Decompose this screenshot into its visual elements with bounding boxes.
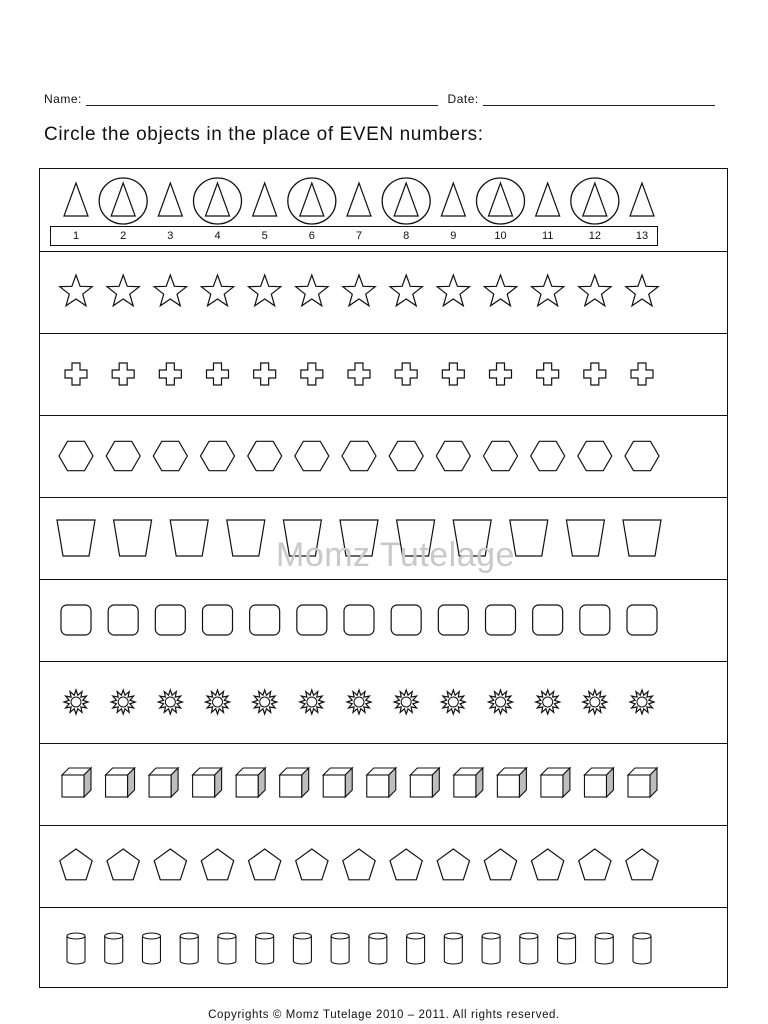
trapezoid-icon[interactable]: [114, 520, 152, 556]
rounded-square-icon[interactable]: [438, 605, 468, 635]
sun-icon[interactable]: [489, 690, 513, 714]
star-icon[interactable]: [154, 275, 186, 306]
star-icon[interactable]: [343, 275, 375, 306]
star-icon[interactable]: [437, 275, 469, 306]
cross-icon[interactable]: [631, 363, 653, 385]
position-number: 10: [494, 230, 507, 242]
triangle-icon[interactable]: [111, 183, 135, 216]
sun-icon[interactable]: [158, 690, 182, 714]
position-number: 5: [261, 230, 268, 242]
rounded-square-icon[interactable]: [486, 605, 516, 635]
sun-icon[interactable]: [111, 690, 135, 714]
hexagon-icon[interactable]: [625, 441, 659, 470]
triangle-icon[interactable]: [441, 183, 465, 216]
hexagon-icon[interactable]: [436, 441, 470, 470]
cylinder-icon[interactable]: [331, 933, 349, 964]
hexagon-icon[interactable]: [531, 441, 565, 470]
cylinder-icon[interactable]: [595, 933, 613, 964]
shape-row-9: [40, 825, 727, 908]
cylinder-icon[interactable]: [407, 933, 425, 964]
cube-icon[interactable]: [628, 768, 657, 797]
answer-circle-icon: [288, 178, 336, 224]
cylinder-icon[interactable]: [369, 933, 387, 964]
position-number: 7: [355, 230, 363, 242]
cylinder-icon[interactable]: [482, 933, 500, 964]
pentagon-icon[interactable]: [201, 849, 233, 880]
cylinder-icon[interactable]: [256, 933, 274, 964]
star-icon[interactable]: [484, 275, 516, 306]
position-number: 13: [635, 230, 649, 242]
pentagon-icon[interactable]: [60, 849, 92, 880]
shape-row-1: [40, 169, 727, 252]
triangle-icon[interactable]: [253, 183, 277, 216]
name-label: Name:: [44, 92, 82, 106]
hexagon-icon[interactable]: [342, 441, 376, 470]
cube-icon[interactable]: [280, 768, 309, 797]
pentagon-icon[interactable]: [532, 849, 564, 880]
hexagon-icon[interactable]: [59, 441, 93, 470]
sun-icon[interactable]: [394, 690, 418, 714]
cylinder-icon[interactable]: [293, 933, 311, 964]
cube-icon[interactable]: [497, 768, 526, 797]
pentagon-icon[interactable]: [107, 849, 139, 880]
shape-row-3: [40, 333, 727, 416]
star-icon[interactable]: [626, 275, 658, 306]
shape-row-7: [40, 661, 727, 744]
pentagon-icon[interactable]: [296, 849, 328, 880]
position-number: 6: [308, 230, 315, 242]
cylinder-icon[interactable]: [444, 933, 462, 964]
position-number: 3: [167, 230, 174, 242]
triangle-icon[interactable]: [489, 183, 513, 216]
cube-icon[interactable]: [454, 768, 483, 797]
hexagon-icon[interactable]: [106, 441, 140, 470]
hexagon-icon[interactable]: [578, 441, 612, 470]
triangle-icon[interactable]: [583, 183, 607, 216]
cylinder-icon[interactable]: [67, 933, 85, 964]
cross-icon[interactable]: [254, 363, 276, 385]
sun-icon[interactable]: [536, 690, 560, 714]
worksheet-grid: [39, 168, 728, 988]
pentagon-icon[interactable]: [437, 849, 469, 880]
sun-icon[interactable]: [206, 690, 230, 714]
trapezoid-icon[interactable]: [170, 520, 208, 556]
footer-copyright: Copyrights © Momz Tutelage 2010 – 2011. All rights reserved.: [208, 1009, 560, 1021]
instruction-text: Circle the objects in the place of EVEN numbers:: [44, 124, 484, 145]
star-icon[interactable]: [107, 275, 139, 306]
cube-icon[interactable]: [193, 768, 222, 797]
hexagon-icon[interactable]: [295, 441, 329, 470]
answer-circle-icon: [477, 178, 525, 224]
sun-icon[interactable]: [64, 690, 88, 714]
shape-row-6: [40, 579, 727, 662]
pentagon-icon[interactable]: [343, 849, 375, 880]
cylinder-icon[interactable]: [218, 933, 236, 964]
pentagon-icon[interactable]: [154, 849, 186, 880]
rounded-square-icon[interactable]: [250, 605, 280, 635]
sun-icon[interactable]: [253, 690, 277, 714]
cylinder-icon[interactable]: [180, 933, 198, 964]
cross-icon[interactable]: [584, 363, 606, 385]
shape-row-4: [40, 415, 727, 498]
position-number: 4: [214, 230, 221, 242]
rounded-square-icon[interactable]: [580, 605, 610, 635]
rounded-square-icon[interactable]: [108, 605, 138, 635]
triangle-icon[interactable]: [536, 183, 560, 216]
trapezoid-icon[interactable]: [510, 520, 548, 556]
triangle-icon[interactable]: [300, 183, 324, 216]
trapezoid-icon[interactable]: [57, 520, 95, 556]
cube-icon[interactable]: [541, 768, 570, 797]
sun-icon[interactable]: [347, 690, 371, 714]
cube-icon[interactable]: [149, 768, 178, 797]
triangle-icon[interactable]: [64, 183, 88, 216]
star-icon[interactable]: [296, 275, 328, 306]
date-label: Date:: [447, 92, 479, 106]
cross-icon[interactable]: [65, 363, 87, 385]
trapezoid-icon[interactable]: [566, 520, 604, 556]
triangle-icon[interactable]: [630, 183, 654, 216]
rounded-square-icon[interactable]: [344, 605, 374, 635]
hexagon-icon[interactable]: [153, 441, 187, 470]
cross-icon[interactable]: [395, 363, 417, 385]
cross-icon[interactable]: [490, 363, 512, 385]
sun-icon[interactable]: [441, 690, 465, 714]
trapezoid-icon[interactable]: [623, 520, 661, 556]
triangle-icon[interactable]: [206, 183, 230, 216]
cylinder-icon[interactable]: [558, 933, 576, 964]
hexagon-icon[interactable]: [484, 441, 518, 470]
star-icon[interactable]: [249, 275, 281, 306]
rounded-square-icon[interactable]: [391, 605, 421, 635]
position-number: 2: [120, 230, 127, 242]
position-number: 8: [403, 230, 410, 242]
rounded-square-icon[interactable]: [297, 605, 327, 635]
sun-icon[interactable]: [300, 690, 324, 714]
pentagon-icon[interactable]: [579, 849, 611, 880]
cross-icon[interactable]: [207, 363, 229, 385]
cube-icon[interactable]: [410, 768, 439, 797]
rounded-square-icon[interactable]: [627, 605, 657, 635]
triangle-icon[interactable]: [347, 183, 371, 216]
answer-circle-icon: [571, 178, 619, 224]
hexagon-icon[interactable]: [201, 441, 235, 470]
shape-row-8: [40, 743, 727, 826]
cube-icon[interactable]: [106, 768, 135, 797]
position-number: 11: [541, 230, 554, 242]
cube-icon[interactable]: [367, 768, 396, 797]
pentagon-icon[interactable]: [626, 849, 658, 880]
cylinder-icon[interactable]: [142, 933, 160, 964]
position-number: 1: [72, 230, 80, 242]
cross-icon[interactable]: [537, 363, 559, 385]
cube-icon[interactable]: [323, 768, 352, 797]
cross-icon[interactable]: [159, 363, 181, 385]
name-line[interactable]: [86, 94, 438, 106]
cross-icon[interactable]: [301, 363, 323, 385]
rounded-square-icon[interactable]: [155, 605, 185, 635]
cube-icon[interactable]: [584, 768, 613, 797]
rounded-square-icon[interactable]: [203, 605, 233, 635]
watermark: Momz Tutelage: [276, 536, 515, 574]
cross-icon[interactable]: [348, 363, 370, 385]
sun-icon[interactable]: [630, 690, 654, 714]
cross-icon[interactable]: [442, 363, 464, 385]
triangle-icon[interactable]: [158, 183, 182, 216]
cube-icon[interactable]: [62, 768, 91, 797]
position-number: 9: [450, 230, 457, 242]
cylinder-icon[interactable]: [520, 933, 538, 964]
rounded-square-icon[interactable]: [533, 605, 563, 635]
cube-icon[interactable]: [236, 768, 265, 797]
answer-circle-icon: [382, 178, 430, 224]
star-icon[interactable]: [532, 275, 564, 306]
star-icon[interactable]: [579, 275, 611, 306]
rounded-square-icon[interactable]: [61, 605, 91, 635]
shape-row-10: [40, 907, 727, 989]
shape-row-2: [40, 251, 727, 334]
date-line[interactable]: [483, 94, 715, 106]
cross-icon[interactable]: [112, 363, 134, 385]
star-icon[interactable]: [390, 275, 422, 306]
sun-icon[interactable]: [583, 690, 607, 714]
hexagon-icon[interactable]: [248, 441, 282, 470]
star-icon[interactable]: [201, 275, 233, 306]
pentagon-icon[interactable]: [390, 849, 422, 880]
answer-circle-icon: [194, 178, 242, 224]
triangle-icon[interactable]: [394, 183, 418, 216]
pentagon-icon[interactable]: [484, 849, 516, 880]
header-fields: [44, 92, 724, 106]
pentagon-icon[interactable]: [249, 849, 281, 880]
trapezoid-icon[interactable]: [227, 520, 265, 556]
position-number: 12: [588, 230, 601, 242]
cylinder-icon[interactable]: [105, 933, 123, 964]
hexagon-icon[interactable]: [389, 441, 423, 470]
star-icon[interactable]: [60, 275, 92, 306]
answer-circle-icon: [99, 178, 147, 224]
cylinder-icon[interactable]: [633, 933, 651, 964]
